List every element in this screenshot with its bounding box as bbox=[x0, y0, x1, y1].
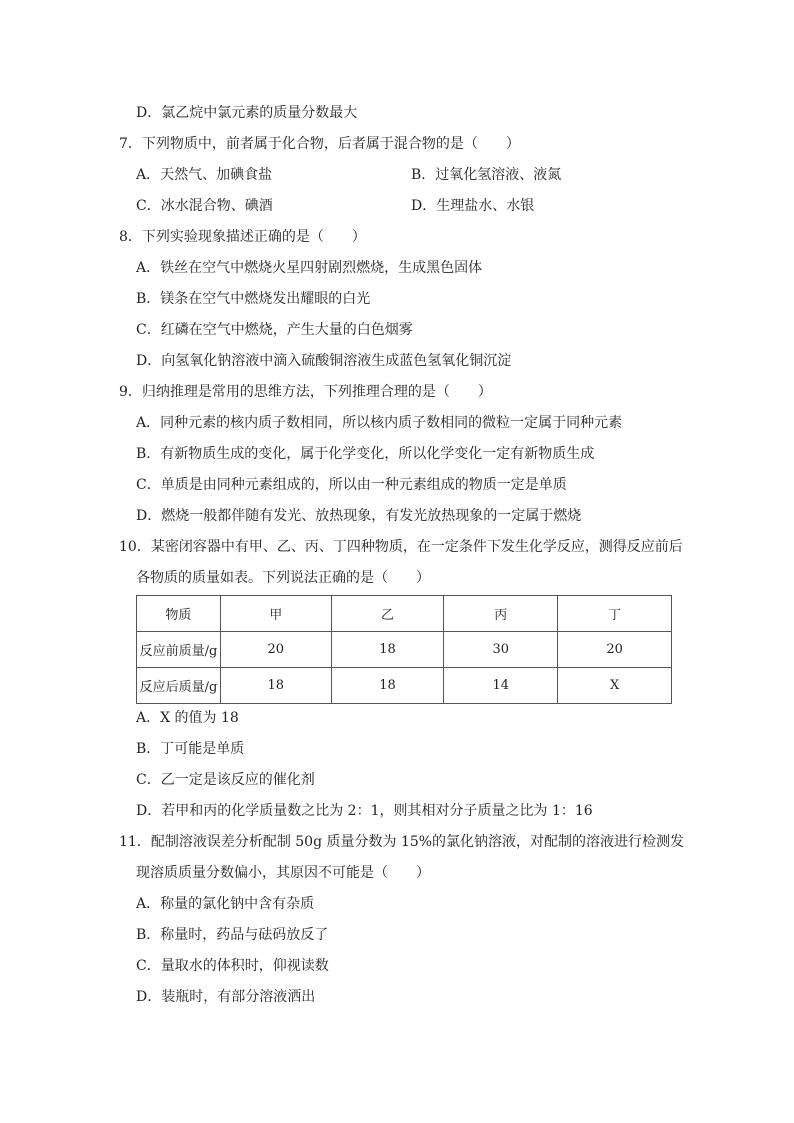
table-cell: 18 bbox=[331, 668, 444, 704]
q10-option-b: B．丁可能是单质 bbox=[136, 741, 245, 757]
table-cell: 18 bbox=[220, 668, 331, 704]
q9-option-a: A．同种元素的核内质子数相同，所以核内质子数相同的微粒一定属于同种元素 bbox=[136, 415, 623, 431]
q8-option-b: B．镁条在空气中燃烧发出耀眼的白光 bbox=[136, 291, 371, 307]
table-header-cell: 物质 bbox=[137, 596, 221, 632]
q10-stem-line2: 各物质的质量如表。下列说法正确的是（ ） bbox=[136, 570, 430, 586]
table-cell: X bbox=[558, 668, 672, 704]
q8-option-a: A．铁丝在空气中燃烧火星四射剧烈燃烧，生成黑色固体 bbox=[136, 260, 483, 276]
q11-option-c: C．量取水的体积时，仰视读数 bbox=[136, 958, 329, 974]
mass-table bbox=[136, 595, 672, 704]
table-header-cell: 丙 bbox=[444, 596, 558, 632]
q11-option-b: B．称量时，药品与砝码放反了 bbox=[136, 927, 329, 943]
table-row bbox=[137, 632, 672, 668]
q10-option-c: C．乙一定是该反应的催化剂 bbox=[136, 772, 315, 788]
q9-option-d: D．燃烧一般都伴随有发光、放热现象，有发光放热现象的一定属于燃烧 bbox=[136, 508, 582, 524]
q8-stem: 8．下列实验现象描述正确的是（ ） bbox=[119, 229, 366, 245]
q7-option-b: B．过氧化氢溶液、液氮 bbox=[411, 167, 562, 183]
q10-stem-line1: 10．某密闭容器中有甲、乙、丙、丁四种物质，在一定条件下发生化学反应，测得反应前后 bbox=[119, 539, 683, 555]
table-cell: 反应前质量/g bbox=[137, 632, 221, 668]
q8-option-d: D．向氢氧化钠溶液中滴入硫酸铜溶液生成蓝色氢氧化铜沉淀 bbox=[136, 353, 512, 369]
q9-option-c: C．单质是由同种元素组成的，所以由一种元素组成的物质一定是单质 bbox=[136, 477, 567, 493]
q11-option-a: A．称量的氯化钠中含有杂质 bbox=[136, 896, 315, 912]
q7-option-d: D．生理盐水、水银 bbox=[411, 198, 535, 214]
table-header-row bbox=[137, 596, 672, 632]
table-cell: 30 bbox=[444, 632, 558, 668]
table-cell: 反应后质量/g bbox=[137, 668, 221, 704]
q9-stem: 9．归纳推理是常用的思维方法，下列推理合理的是（ ） bbox=[119, 384, 492, 400]
q10-option-d: D．若甲和丙的化学质量数之比为 2：1，则其相对分子质量之比为 1：16 bbox=[136, 803, 593, 819]
table-cell: 18 bbox=[331, 632, 444, 668]
q7-option-c: C．冰水混合物、碘酒 bbox=[136, 198, 273, 214]
table-header-cell: 丁 bbox=[558, 596, 672, 632]
q9-option-b: B．有新物质生成的变化，属于化学变化，所以化学变化一定有新物质生成 bbox=[136, 446, 595, 462]
q6-option-d: D．氯乙烷中氯元素的质量分数最大 bbox=[136, 105, 358, 121]
table-header-cell: 甲 bbox=[220, 596, 331, 632]
table-header-cell: 乙 bbox=[331, 596, 444, 632]
table-row bbox=[137, 668, 672, 704]
table-cell: 20 bbox=[558, 632, 672, 668]
q11-stem-line2: 现溶质质量分数偏小，其原因不可能是（ ） bbox=[136, 865, 430, 881]
q7-stem: 7．下列物质中，前者属于化合物，后者属于混合物的是（ ） bbox=[119, 136, 520, 152]
table-cell: 14 bbox=[444, 668, 558, 704]
q11-stem-line1: 11．配制溶液误差分析配制 50g 质量分数为 15%的氯化钠溶液，对配制的溶液进行检测发 bbox=[119, 834, 685, 850]
q10-option-a: A．X 的值为 18 bbox=[136, 710, 239, 726]
q8-option-c: C．红磷在空气中燃烧，产生大量的白色烟雾 bbox=[136, 322, 413, 338]
q7-option-a: A．天然气、加碘食盐 bbox=[136, 167, 273, 183]
q11-option-d: D．装瓶时，有部分溶液洒出 bbox=[136, 989, 316, 1005]
table-cell: 20 bbox=[220, 632, 331, 668]
